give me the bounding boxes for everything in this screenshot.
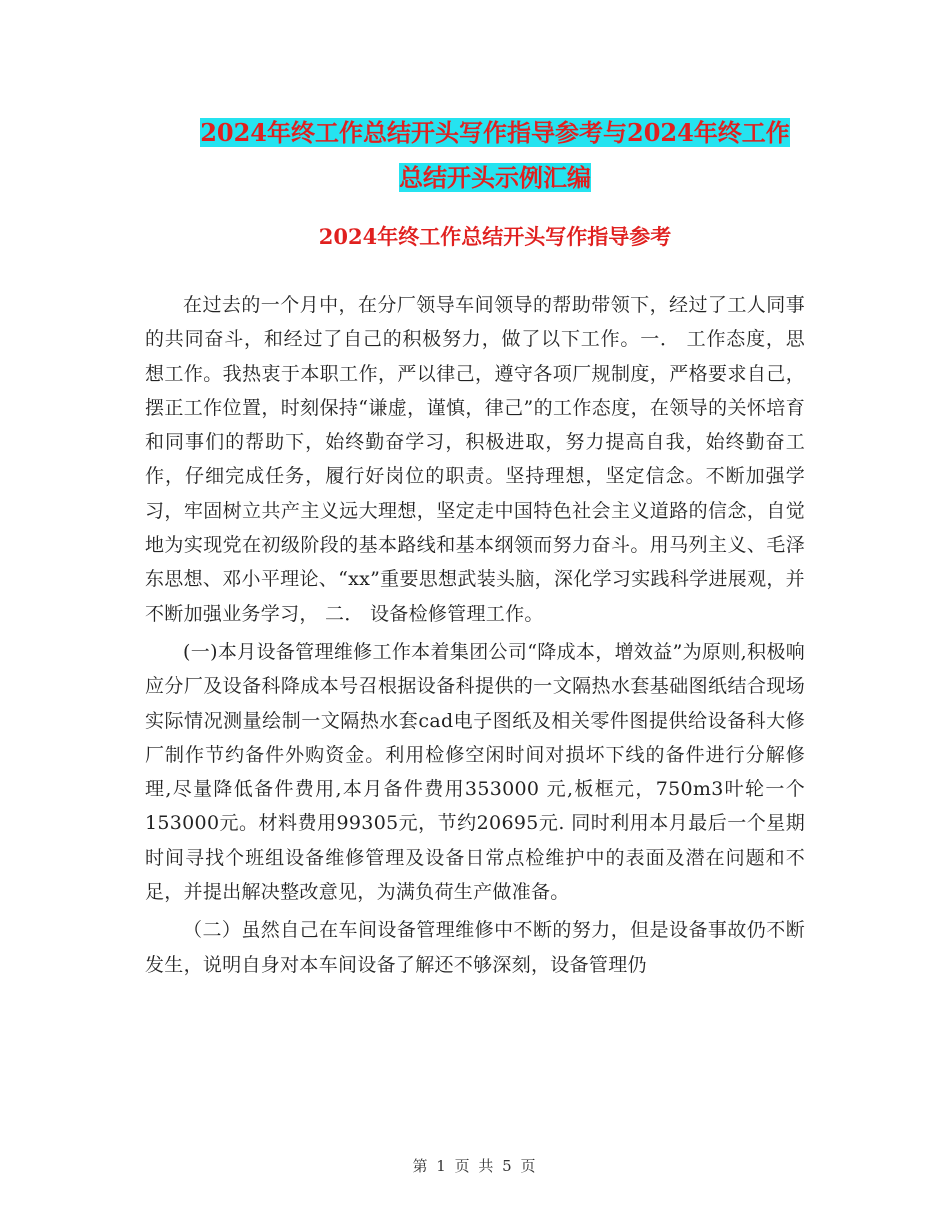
paragraph-1: 在过去的一个月中，在分厂领导车间领导的帮助带领下，经过了工人同事的共同奋斗，和经过了自己的积极努力，做了以下工作。一． 工作态度，思想工作。我热衷于本职工作，严以律己，遵守各项厂规制度，严格要求自己，摆正工作位置，时刻保持“谦虚，谨慎，律己”的工作态度，在领导的关怀培育和同事们的帮助下，始终勤奋学习，积极进取，努力提高自我，始终勤奋工作，仔细完成任务，履行好岗位的职责。坚持理想，坚定信念。不断加强学习，牢固树立共产主义远大理想，坚定走中国特色社会主义道路的信念，自觉地为实现党在初级阶段的基本路线和基本纲领而努力奋斗。用马列主义、毛泽东思想、邓小平理论、“xx”重要思想武装头脑，深化学习实践科学进展观，并不断加强业务学习， 二． 设备检修管理工作。 bbox=[145, 294, 805, 625]
section-title: 2024年终工作总结开头写作指导参考 bbox=[318, 224, 672, 249]
main-title-line1: 2024年终工作总结开头写作指导参考与2024年终工作 bbox=[200, 118, 790, 147]
main-title-line2: 总结开头示例汇编 bbox=[399, 163, 591, 192]
body-text bbox=[145, 288, 805, 982]
main-title bbox=[140, 110, 850, 200]
paragraph-3: （二）虽然自己在车间设备管理维修中不断的努力，但是设备事故仍不断发生，说明自身对本车间设备了解还不够深刻，设备管理仍 bbox=[145, 919, 805, 976]
paragraph-2: (一)本月设备管理维修工作本着集团公司“降成本，增效益”为原则,积极响应分厂及设备科降成本号召根据设备科提供的一文隔热水套基础图纸结合现场实际情况测量绘制一文隔热水套cad电子图纸及相关零件图提供给设备科大修厂制作节约备件外购资金。利用检修空闲时间对损坏下线的备件进行分解修理,尽量降低备件费用,本月备件费用353000 元,板框元，750m3叶轮一个153000元。材料费用99305元，节约20695元. 同时利用本月最后一个星期时间寻找个班组设备维修管理及设备日常点检维护中的表面及潜在问题和不足，并提出解决整改意见，为满负荷生产做准备。 bbox=[145, 640, 805, 904]
page-footer: 第 1 页 共 5 页 bbox=[412, 1157, 538, 1175]
